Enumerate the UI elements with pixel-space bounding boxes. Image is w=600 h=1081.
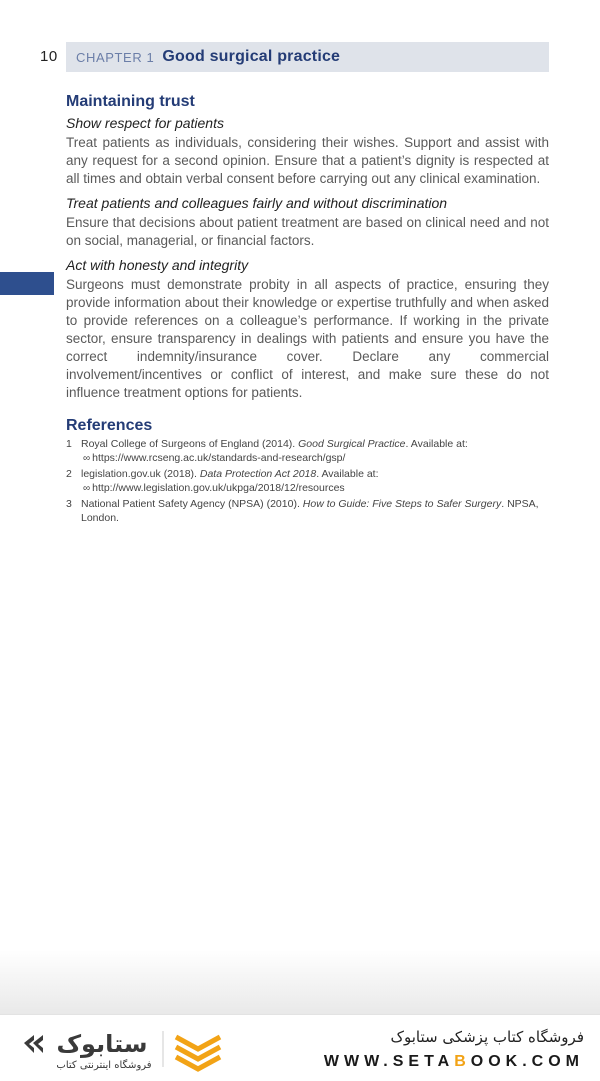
chapter-header-bar <box>66 42 549 72</box>
paragraph-honesty: Surgeons must demonstrate probity in all aspects of practice, ensuring they provide information about their knowledge or expertise truthfully and when asked to provide references on a colleague’s performance. If working in the private sector, ensure transparency in dealings with patients and ensure you have the correct indemnity/insurance cover. Declare any commercial involvement/incentives or conflict of interest, and make sure these do not influence treatment options for patients. <box>66 277 549 400</box>
reference-url[interactable]: https://www.rcseng.ac.uk/standards-and-research/gsp/ <box>92 452 346 464</box>
footer-shadow <box>0 950 600 1014</box>
reference-authors: legislation.gov.uk (2018). <box>81 468 200 480</box>
section-heading: Maintaining trust <box>66 93 195 110</box>
reference-title: Data Protection Act 2018 <box>199 468 317 480</box>
reference-item-1 <box>66 437 549 466</box>
reference-suffix: . Available at: <box>316 468 379 480</box>
chapter-title: Good surgical practice <box>162 48 341 65</box>
link-icon: ∞ <box>83 483 91 494</box>
reference-text <box>81 497 549 525</box>
reference-suffix: . NPSA, London. <box>81 498 539 524</box>
reference-title: How to Guide: Five Steps to Safer Surgery <box>302 498 502 510</box>
logo-wordmark: ستابوک <box>56 1030 148 1058</box>
reference-text <box>81 467 549 496</box>
reference-text <box>81 437 549 466</box>
setabook-logo[interactable] <box>20 1025 230 1073</box>
reference-authors: Royal College of Surgeons of England (2014). <box>81 438 299 450</box>
reference-item-3 <box>66 497 549 525</box>
logo-subtext: فروشگاه اینترنتی کتاب <box>56 1060 152 1071</box>
reference-suffix: . Available at: <box>405 438 468 450</box>
footer-banner <box>0 1014 600 1081</box>
page-content <box>66 93 549 526</box>
reference-item-2 <box>66 467 549 496</box>
url-suffix: OOK.COM <box>470 1053 584 1070</box>
reference-title: Good Surgical Practice <box>298 438 406 450</box>
link-icon: ∞ <box>83 453 91 464</box>
reference-authors: National Patient Safety Agency (NPSA) (2010). <box>81 498 303 510</box>
footer-tagline: فروشگاه کتاب پزشکی ستابوک <box>390 1028 584 1046</box>
paragraph-fairness: Ensure that decisions about patient treatment are based on clinical need and not on social, managerial, or financial factors. <box>66 215 549 248</box>
reference-number: 2 <box>66 468 72 480</box>
reference-number: 1 <box>66 438 72 450</box>
chapter-thumb-tab <box>0 272 54 295</box>
page-number: 10 <box>40 48 58 65</box>
reference-number: 3 <box>66 498 72 510</box>
subheading-respect: Show respect for patients <box>66 115 224 131</box>
reference-url[interactable]: http://www.legislation.gov.uk/ukpga/2018/12/resources <box>92 482 345 494</box>
footer-url[interactable] <box>324 1053 584 1071</box>
url-prefix: WWW.SETA <box>323 1053 455 1070</box>
subheading-honesty: Act with honesty and integrity <box>66 257 249 273</box>
chapter-label: CHAPTER 1 <box>76 49 155 65</box>
reference-list <box>66 437 549 525</box>
references-heading: References <box>66 417 153 434</box>
url-accent: B <box>454 1053 471 1070</box>
paragraph-respect: Treat patients as individuals, considering their wishes. Support and assist with any request for a second opinion. Ensure that a patient’s dignity is respected at all times and obtain verbal consent before carrying out any clinical examination. <box>66 135 549 186</box>
subheading-fairness: Treat patients and colleagues fairly and without discrimination <box>66 195 448 211</box>
